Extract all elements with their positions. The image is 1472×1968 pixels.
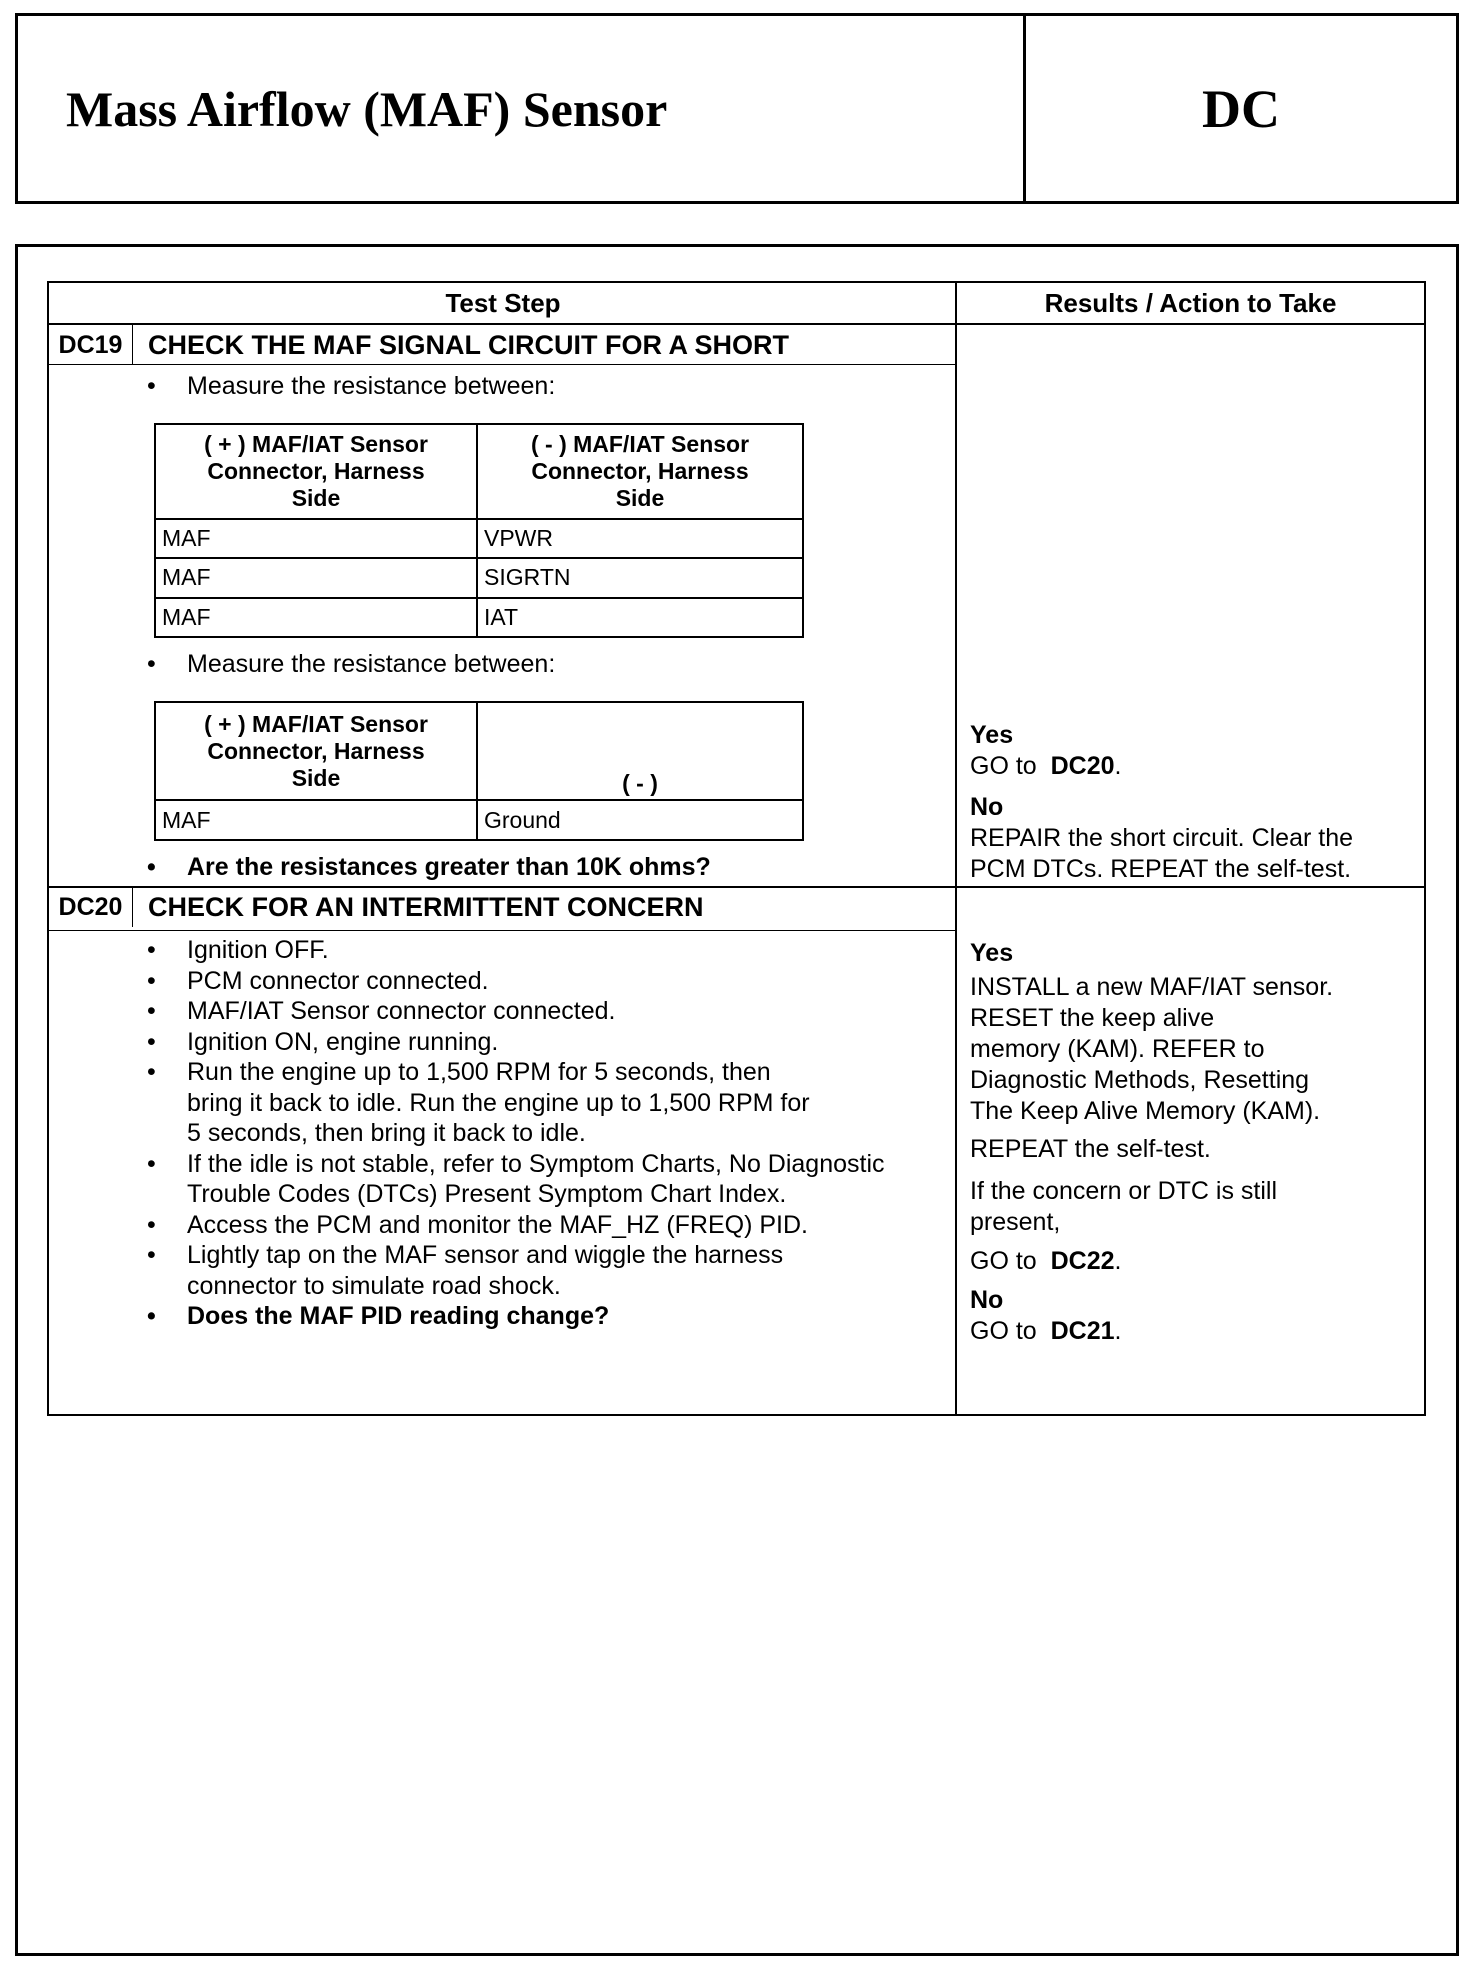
- test-step-header: Test Step: [445, 288, 561, 318]
- table-row: [155, 800, 803, 840]
- page-title: Mass Airflow (MAF) Sensor: [66, 80, 668, 137]
- dc20-yes-line: RESET the keep alive: [970, 1004, 1215, 1032]
- dc20-yes-line: Diagnostic Methods, Resetting: [970, 1066, 1310, 1094]
- bullet-text: Measure the resistance between:: [187, 372, 556, 400]
- dc20-number: DC20: [49, 887, 133, 927]
- header-line: Side: [615, 485, 665, 511]
- dc19-yes-action: GO to DC20.: [970, 752, 1122, 780]
- list-item: [147, 1057, 957, 1149]
- dc19-title: CHECK THE MAF SIGNAL CIRCUIT FOR A SHORT: [148, 330, 789, 360]
- bullet-line: Run the engine up to 1,500 RPM for 5 seconds, then: [187, 1058, 771, 1086]
- table-row: [155, 598, 803, 637]
- dc20-no-label: No: [970, 1286, 1004, 1314]
- dc20-results: [970, 938, 1333, 1347]
- bullet-text: Are the resistances greater than 10K ohms?: [187, 853, 711, 881]
- list-item: [147, 1210, 957, 1241]
- goto-text: GO to: [970, 1317, 1037, 1345]
- bullet-dot: •: [147, 1058, 156, 1086]
- dc20-bullets: [147, 935, 957, 1332]
- dc20-yes-line: INSTALL a new MAF/IAT sensor.: [970, 973, 1334, 1001]
- bullet-line: Trouble Codes (DTCs) Present Symptom Chart Index.: [187, 1180, 787, 1208]
- header-line: Connector, Harness: [207, 737, 425, 764]
- table-cell: MAF: [155, 598, 477, 637]
- bullet-dot: •: [147, 997, 156, 1025]
- bullet-line: Lightly tap on the MAF sensor and wiggle the harness: [187, 1241, 784, 1269]
- bullet-dot: •: [147, 372, 156, 400]
- header-line: Connector, Harness: [207, 458, 425, 484]
- table2-col1-header: [155, 702, 477, 800]
- bullet-dot: •: [147, 853, 156, 881]
- list-item: [147, 1149, 957, 1210]
- dc20-title-row: [49, 887, 957, 927]
- list-item: [147, 1240, 957, 1301]
- dc20-goto: GO to DC22.: [970, 1247, 1122, 1275]
- bullet-dot: •: [147, 1149, 156, 1178]
- dc20-no-action: GO to DC21.: [970, 1317, 1122, 1345]
- resistance-table-1: [154, 423, 804, 638]
- table-row: [155, 558, 803, 597]
- bullet-line: Ignition OFF.: [187, 936, 329, 964]
- bullet-dot: •: [147, 966, 156, 995]
- dc19-bullet-measure-1: [147, 371, 556, 402]
- bullet-line: PCM connector connected.: [187, 966, 489, 995]
- bullet-line: If the idle is not stable, refer to Symptom Charts, No Diagnostic: [187, 1149, 885, 1178]
- dc20-question: [147, 1301, 957, 1332]
- dc20-yes-line: The Keep Alive Memory (KAM).: [970, 1097, 1321, 1125]
- list-item: [147, 935, 957, 966]
- table-cell: VPWR: [477, 519, 803, 558]
- bullet-line: 5 seconds, then bring it back to idle.: [187, 1119, 586, 1147]
- goto-text: GO to: [970, 752, 1037, 780]
- dc19-no-line-1: REPAIR the short circuit. Clear the: [970, 824, 1354, 852]
- bullet-line: MAF/IAT Sensor connector connected.: [187, 997, 616, 1025]
- header-line: Connector, Harness: [531, 458, 749, 484]
- bullet-line: bring it back to idle. Run the engine up to 1,500 RPM for: [187, 1088, 810, 1117]
- dc20-title-underline: [49, 930, 957, 931]
- bullet-dot: •: [147, 1027, 156, 1056]
- header-line: ( - ) MAF/IAT Sensor: [530, 431, 750, 457]
- dc19-bullet-measure-2: [147, 649, 556, 680]
- dc20-title: CHECK FOR AN INTERMITTENT CONCERN: [148, 892, 704, 922]
- table1-col2-header: [477, 424, 803, 519]
- bullet-line: Access the PCM and monitor the MAF_HZ (FREQ) PID.: [187, 1210, 808, 1239]
- list-item: [147, 1027, 957, 1058]
- table-cell: IAT: [477, 598, 803, 637]
- results-header: Results / Action to Take: [1044, 288, 1337, 318]
- table-cell: MAF: [155, 519, 477, 558]
- bullet-dot: •: [147, 1302, 156, 1330]
- table-cell: SIGRTN: [477, 558, 803, 597]
- goto-ref: DC21: [1050, 1317, 1115, 1345]
- dc20-concern-line: present,: [970, 1208, 1061, 1236]
- table-cell: MAF: [155, 800, 477, 840]
- bullet-text: Does the MAF PID reading change?: [187, 1302, 610, 1330]
- table-cell: MAF: [155, 558, 477, 597]
- section-code: DC: [1023, 16, 1456, 201]
- table-cell: Ground: [477, 800, 803, 840]
- bullet-line: Ignition ON, engine running.: [187, 1027, 499, 1056]
- goto-text: GO to: [970, 1247, 1037, 1275]
- dc19-results: [970, 720, 1353, 885]
- bullet-dot: •: [147, 1210, 156, 1239]
- dc19-yes-label: Yes: [970, 721, 1014, 749]
- diagnostic-table: [47, 281, 1426, 1416]
- dc20-repeat: REPEAT the self-test.: [970, 1135, 1211, 1163]
- header-line: ( + ) MAF/IAT Sensor: [204, 431, 428, 457]
- bullet-line: connector to simulate road shock.: [187, 1271, 561, 1300]
- table2-col2-header: ( - ): [477, 702, 803, 800]
- resistance-table-2: [154, 701, 804, 841]
- bullet-dot: •: [147, 1241, 156, 1269]
- dc19-number: DC19: [49, 325, 133, 364]
- page-header: [15, 13, 1459, 204]
- header-line: Side: [291, 764, 341, 791]
- header-line: Side: [291, 485, 341, 511]
- goto-ref: DC22: [1050, 1247, 1115, 1275]
- table-header-row: [49, 283, 1424, 325]
- bullet-dot: •: [147, 650, 156, 678]
- dc20-yes-label: Yes: [970, 939, 1014, 967]
- bullet-dot: •: [147, 936, 156, 964]
- dc19-no-label: No: [970, 793, 1004, 821]
- table-row: [155, 519, 803, 558]
- dc20-concern-line: If the concern or DTC is still: [970, 1177, 1278, 1205]
- dc19-no-line-2: PCM DTCs. REPEAT the self-test.: [970, 855, 1352, 883]
- dc19-question: [147, 852, 711, 883]
- bullet-text: Measure the resistance between:: [187, 650, 556, 678]
- list-item: [147, 996, 957, 1027]
- goto-ref: DC20: [1050, 752, 1115, 780]
- header-line: ( + ) MAF/IAT Sensor: [204, 710, 428, 737]
- dc19-title-row: [49, 325, 957, 365]
- table1-col1-header: [155, 424, 477, 519]
- dc20-yes-line: memory (KAM). REFER to: [970, 1035, 1265, 1063]
- list-item: [147, 966, 957, 997]
